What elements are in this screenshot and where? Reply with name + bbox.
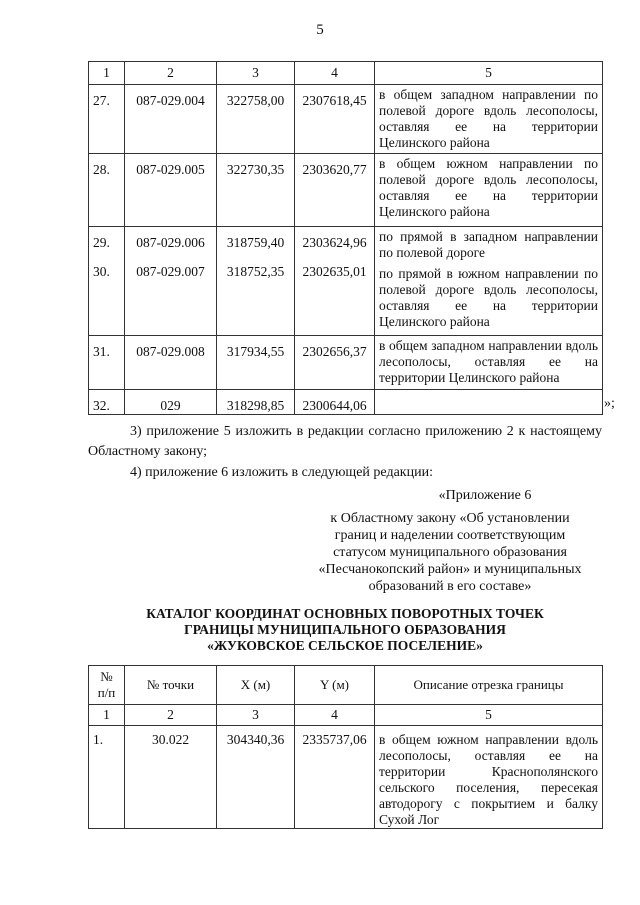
paragraph-item-3: 3) приложение 5 изложить в редакции согласно приложению 2 к настоящему Областному закону;: [88, 424, 602, 459]
x-coordinate: 318298,85: [217, 390, 295, 415]
y-coordinate: 2300644,06: [295, 390, 375, 415]
y-coordinate: 2307618,45: [295, 85, 375, 154]
coordinates-table-continued: [88, 61, 603, 415]
page-number: 5: [316, 22, 324, 38]
header-y: Y (м): [295, 666, 375, 705]
appendix-line: «Песчанокопский район» и муниципальных: [318, 562, 582, 577]
catalog-title-line: «ЖУКОВСКОЕ СЕЛЬСКОЕ ПОСЕЛЕНИЕ»: [207, 638, 483, 653]
header-cell: 4: [295, 62, 375, 85]
header-cell: 3: [217, 62, 295, 85]
x-coordinate: 318759,40: [217, 227, 295, 264]
header-cell: 2: [125, 705, 217, 726]
row-number: 29.: [89, 227, 125, 264]
header-cell: 5: [375, 62, 603, 85]
row-number: 28.: [89, 154, 125, 227]
point-id: 087-029.008: [125, 336, 217, 390]
y-coordinate: 2303624,96: [295, 227, 375, 264]
header-cell: 3: [217, 705, 295, 726]
table-row: [89, 85, 603, 154]
header-point: № точки: [125, 666, 217, 705]
header-line: п/п: [97, 685, 116, 700]
appendix-line: образований в его составе»: [368, 579, 532, 594]
closing-quote: »;: [604, 396, 615, 411]
segment-description: в общем западном направлении вдоль лесополосы, оставляя ее на территории Целинского района: [375, 336, 603, 390]
header-line: №: [100, 669, 113, 684]
appendix-title: «Приложение 6: [438, 488, 532, 503]
segment-description: в общем западном направлении по полевой дороге вдоль лесополосы, оставляя ее на территории Целинского района: [375, 85, 603, 154]
row-number: 31.: [89, 336, 125, 390]
point-id: 30.022: [125, 726, 217, 829]
table-header-row: [89, 62, 603, 85]
table-row: [89, 227, 603, 264]
catalog-title-line: ГРАНИЦЫ МУНИЦИПАЛЬНОГО ОБРАЗОВАНИЯ: [184, 622, 506, 637]
segment-description: [375, 390, 603, 415]
point-id: 087-029.007: [125, 264, 217, 336]
appendix-line: к Областному закону «Об установлении: [330, 511, 570, 526]
point-id: 087-029.004: [125, 85, 217, 154]
segment-description: в общем южном направлении по полевой дороге вдоль лесополосы, оставляя ее на территории Целинского района: [375, 154, 603, 227]
point-id: 029: [125, 390, 217, 415]
y-coordinate: 2302635,01: [295, 264, 375, 336]
row-number: 1.: [89, 726, 125, 829]
header-cell: 1: [89, 705, 125, 726]
row-number: 30.: [89, 264, 125, 336]
segment-description: по прямой в южном направлении по полевой дороге вдоль лесополосы, оставляя ее на территории Целинского района: [375, 264, 603, 336]
table-row: [89, 390, 603, 415]
catalog-title-line: КАТАЛОГ КООРДИНАТ ОСНОВНЫХ ПОВОРОТНЫХ ТОЧЕК: [146, 606, 544, 621]
header-cell: 4: [295, 705, 375, 726]
x-coordinate: 318752,35: [217, 264, 295, 336]
y-coordinate: 2335737,06: [295, 726, 375, 829]
paragraph-item-4: 4) приложение 6 изложить в следующей редакции:: [130, 465, 433, 480]
row-number: 27.: [89, 85, 125, 154]
appendix-subtitle: [300, 510, 600, 595]
table-row: [89, 726, 603, 829]
appendix-line: границ и наделении соответствующим: [334, 528, 566, 543]
header-cell: 5: [375, 705, 603, 726]
point-id: 087-029.005: [125, 154, 217, 227]
header-cell: 1: [89, 62, 125, 85]
column-header-row: [89, 666, 603, 705]
x-coordinate: 317934,55: [217, 336, 295, 390]
x-coordinate: 322730,35: [217, 154, 295, 227]
y-coordinate: 2303620,77: [295, 154, 375, 227]
table-row: [89, 336, 603, 390]
header-description: Описание отрезка границы: [375, 666, 603, 705]
row-number: 32.: [89, 390, 125, 415]
header-cell: 2: [125, 62, 217, 85]
column-number-row: [89, 705, 603, 726]
segment-description: по прямой в западном направлении по полевой дороге: [375, 227, 603, 264]
header-row-number: [89, 666, 125, 705]
segment-description: в общем южном направлении вдоль лесополосы, оставляя ее на территории Краснополянского сельского поселения, пересекая автодорогу с покрытием и балку Сухой Лог: [375, 726, 603, 829]
point-id: 087-029.006: [125, 227, 217, 264]
appendix-line: статусом муниципального образования: [333, 545, 567, 560]
header-x: X (м): [217, 666, 295, 705]
table-row: [89, 154, 603, 227]
y-coordinate: 2302656,37: [295, 336, 375, 390]
x-coordinate: 322758,00: [217, 85, 295, 154]
table-row: [89, 264, 603, 336]
catalog-title: [88, 606, 602, 654]
coordinates-table: [88, 665, 603, 829]
x-coordinate: 304340,36: [217, 726, 295, 829]
